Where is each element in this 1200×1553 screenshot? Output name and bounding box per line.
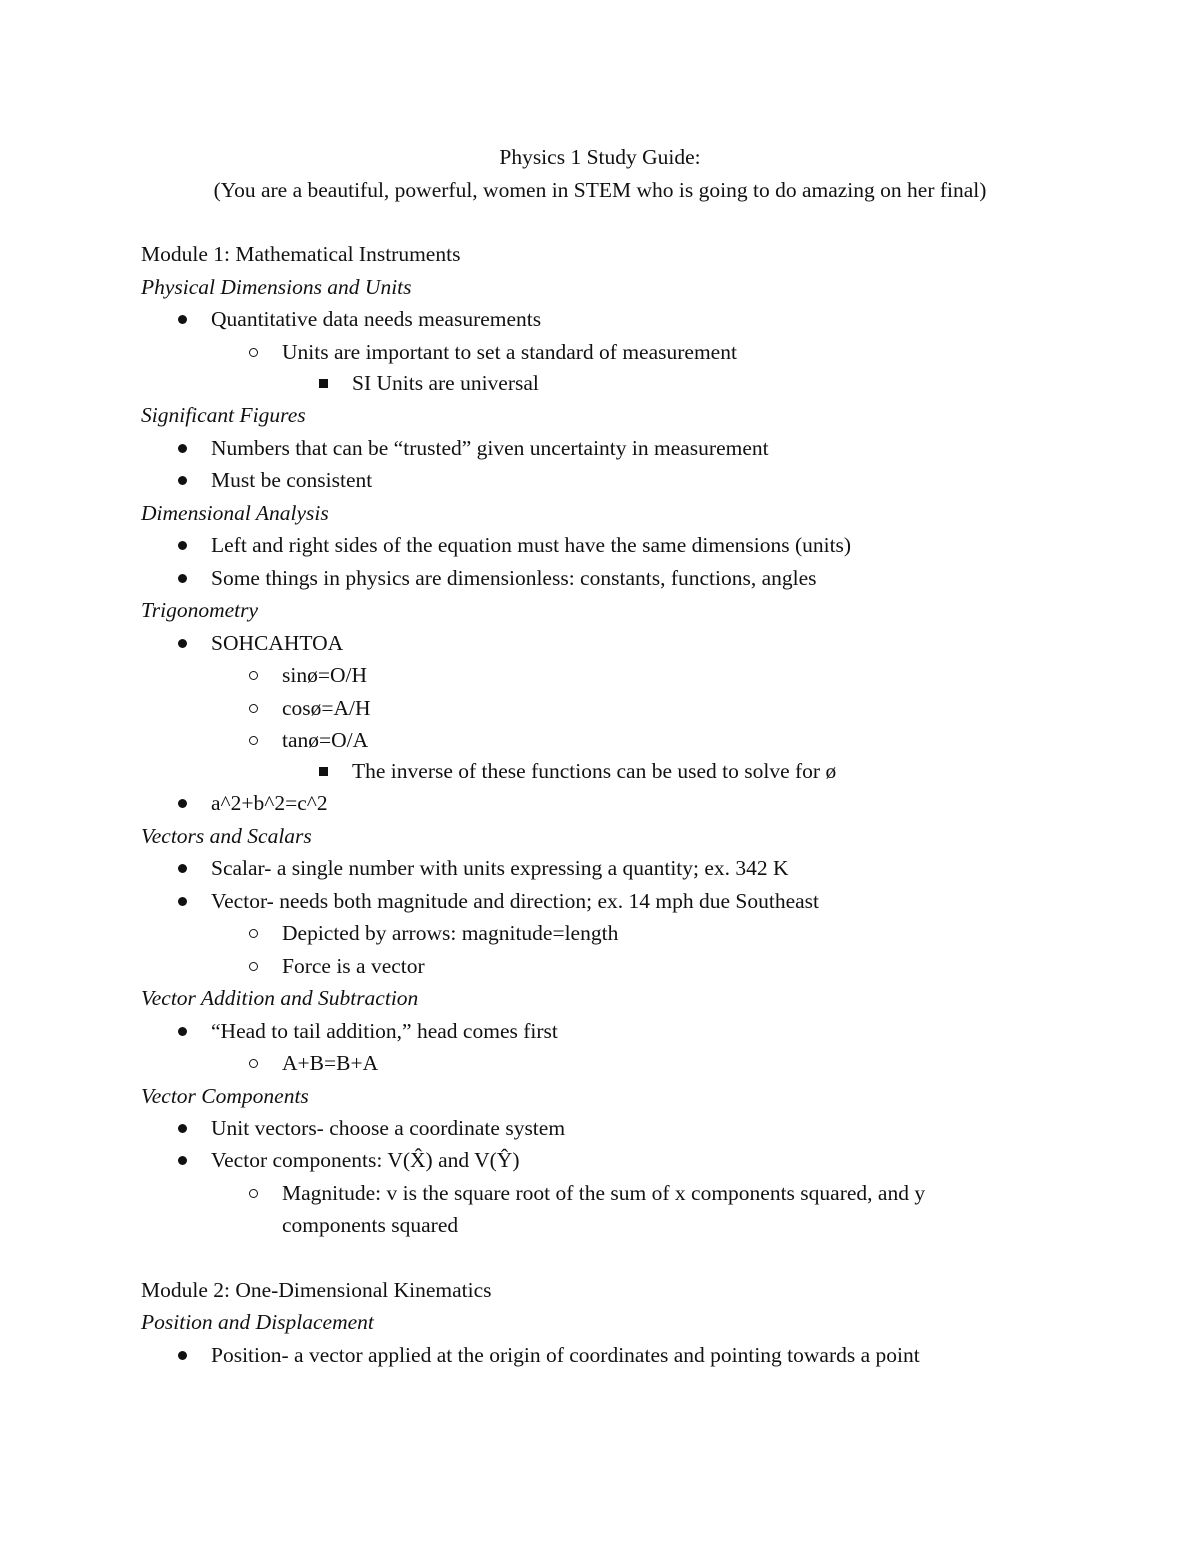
section-heading-dimensional-analysis: Dimensional Analysis (141, 501, 329, 525)
bullet-disc-icon (178, 897, 187, 906)
list-item: Unit vectors- choose a coordinate system (211, 1114, 565, 1142)
bullet-circle-icon (249, 1059, 258, 1068)
section-heading-position-displacement: Position and Displacement (141, 1310, 374, 1334)
list-item: Scalar- a single number with units expressing a quantity; ex. 342 K (211, 854, 789, 882)
list-item: tanø=O/A (282, 726, 368, 754)
bullet-circle-icon (249, 962, 258, 971)
bullet-disc-icon (178, 444, 187, 453)
section-heading-significant-figures: Significant Figures (141, 403, 306, 427)
module-1-heading: Module 1: Mathematical Instruments (141, 242, 461, 266)
bullet-square-icon (319, 767, 328, 776)
section-heading-vectors-scalars: Vectors and Scalars (141, 824, 312, 848)
list-item: Vector- needs both magnitude and direction; ex. 14 mph due Southeast (211, 887, 819, 915)
section-heading-vector-addition: Vector Addition and Subtraction (141, 986, 419, 1010)
section-heading-vector-components: Vector Components (141, 1084, 309, 1108)
bullet-disc-icon (178, 541, 187, 550)
bullet-circle-icon (249, 704, 258, 713)
list-item: a^2+b^2=c^2 (211, 789, 328, 817)
list-item: Some things in physics are dimensionless: constants, functions, angles (211, 564, 817, 592)
bullet-circle-icon (249, 671, 258, 680)
bullet-circle-icon (249, 736, 258, 745)
bullet-disc-icon (178, 476, 187, 485)
bullet-disc-icon (178, 639, 187, 648)
bullet-disc-icon (178, 1351, 187, 1360)
list-item: Numbers that can be “trusted” given uncertainty in measurement (211, 434, 769, 462)
bullet-circle-icon (249, 1189, 258, 1198)
document-title: Physics 1 Study Guide: (499, 145, 701, 169)
section-heading-physical-dimensions: Physical Dimensions and Units (141, 275, 412, 299)
list-item: SI Units are universal (352, 369, 539, 397)
bullet-disc-icon (178, 799, 187, 808)
list-item: Units are important to set a standard of measurement (282, 338, 737, 366)
list-item: SOHCAHTOA (211, 629, 343, 657)
list-item-continuation: components squared (282, 1213, 459, 1237)
list-item: sinø=O/H (282, 661, 367, 689)
bullet-circle-icon (249, 929, 258, 938)
module-2-heading: Module 2: One-Dimensional Kinematics (141, 1278, 492, 1302)
list-item: Magnitude: v is the square root of the sum of x components squared, and y (282, 1179, 925, 1207)
bullet-disc-icon (178, 574, 187, 583)
list-item: Quantitative data needs measurements (211, 305, 541, 333)
list-item: Force is a vector (282, 952, 425, 980)
list-item: cosø=A/H (282, 694, 371, 722)
list-item: Must be consistent (211, 466, 372, 494)
section-heading-trigonometry: Trigonometry (141, 598, 259, 622)
list-item: Depicted by arrows: magnitude=length (282, 919, 618, 947)
bullet-disc-icon (178, 1156, 187, 1165)
list-item: Left and right sides of the equation must have the same dimensions (units) (211, 531, 851, 559)
list-item: Vector components: V(X̂) and V(Ŷ) (211, 1146, 520, 1174)
list-item: The inverse of these functions can be used to solve for ø (352, 757, 836, 785)
list-item: A+B=B+A (282, 1049, 378, 1077)
bullet-disc-icon (178, 1124, 187, 1133)
bullet-square-icon (319, 379, 328, 388)
bullet-disc-icon (178, 1027, 187, 1036)
bullet-disc-icon (178, 315, 187, 324)
document-subtitle: (You are a beautiful, powerful, women in STEM who is going to do amazing on her final) (213, 178, 987, 202)
list-item: Position- a vector applied at the origin of coordinates and pointing towards a point (211, 1341, 920, 1369)
bullet-disc-icon (178, 864, 187, 873)
list-item: “Head to tail addition,” head comes first (211, 1017, 558, 1045)
bullet-circle-icon (249, 348, 258, 357)
